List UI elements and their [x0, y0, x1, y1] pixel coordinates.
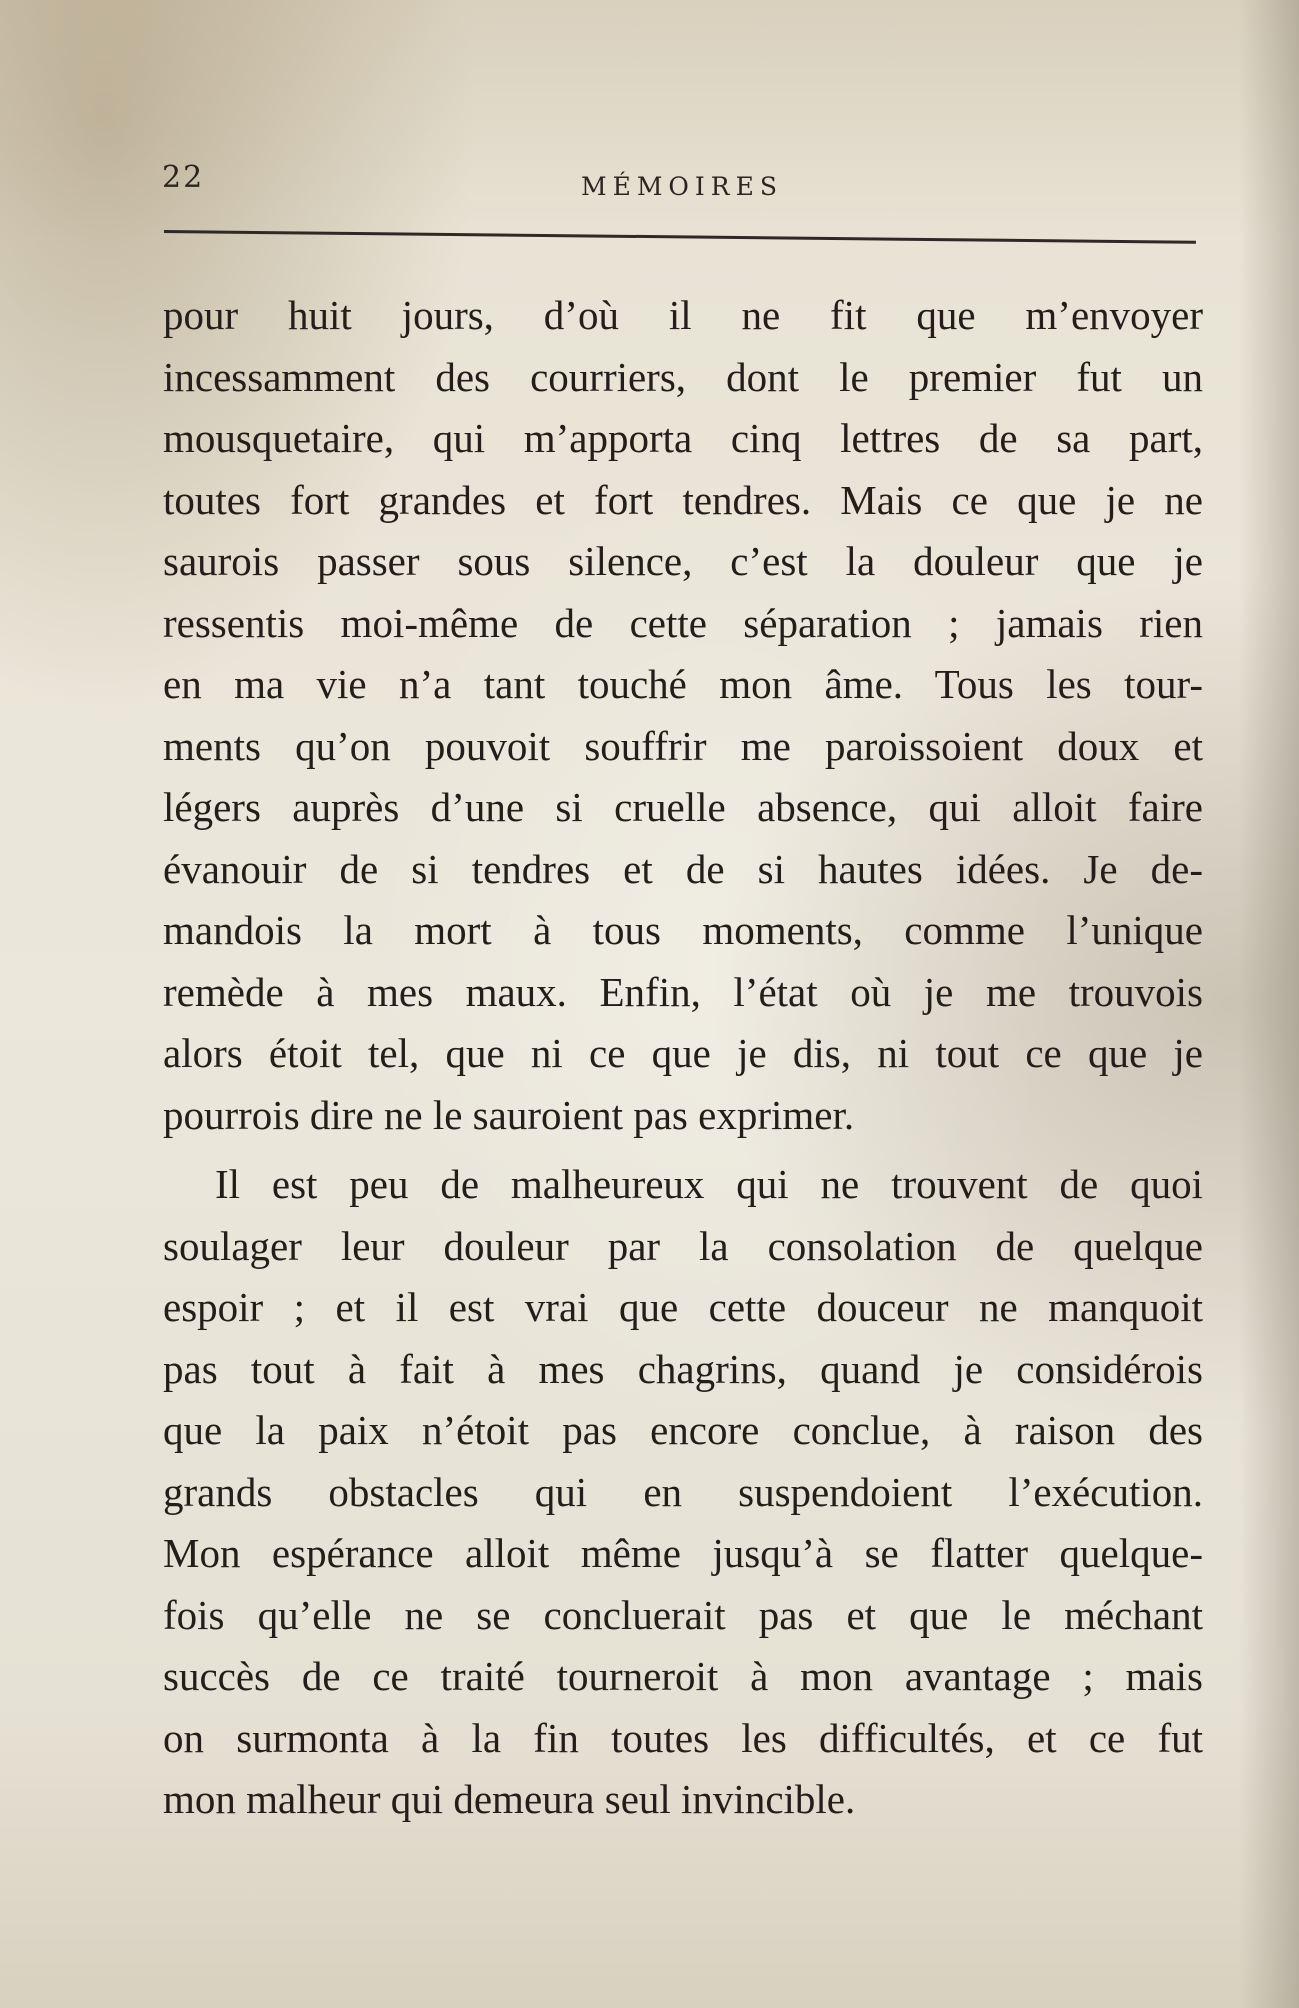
text-line: ments qu’on pouvoit souffrir me paroissoient doux et: [163, 722, 1203, 769]
text-line: succès de ce traité tourneroit à mon avantage ; mais: [163, 1653, 1203, 1699]
header-rule: [164, 230, 1196, 244]
text-line: en ma vie n’a tant touché mon âme. Tous les tour-: [163, 661, 1203, 707]
text-line: remède à mes maux. Enfin, l’état où je me trouvois: [163, 968, 1203, 1015]
text-line: évanouir de si tendres et de si hautes idées. Je de-: [163, 845, 1203, 892]
text-line: pas tout à fait à mes chagrins, quand je considérois: [163, 1345, 1203, 1392]
text-line: saurois passer sous silence, c’est la douleur que je: [163, 538, 1203, 584]
paragraph-gap: [163, 1146, 1203, 1154]
body-text: [163, 285, 1203, 1831]
text-line: incessamment des courriers, dont le premier fut un: [163, 353, 1203, 400]
text-line: que la paix n’étoit pas encore conclue, à raison des: [163, 1407, 1203, 1453]
text-line: grands obstacles qui en suspendoient l’exécution.: [163, 1468, 1203, 1515]
text-line: mon malheur qui demeura seul invincible.: [163, 1776, 856, 1822]
text-line: mousquetaire, qui m’apporta cinq lettres de sa part,: [163, 415, 1203, 461]
text-line: on surmonta à la fin toutes les difficultés, et ce fut: [163, 1714, 1203, 1761]
text-line: alors étoit tel, que ni ce que je dis, ni tout ce que je: [163, 1030, 1203, 1076]
page-edge-shadow: [1239, 0, 1299, 2008]
text-line: Mon espérance alloit même jusqu’à se flatter quelque-: [163, 1530, 1203, 1576]
text-line: fois qu’elle ne se concluerait pas et que le méchant: [163, 1591, 1203, 1638]
text-line: toutes fort grandes et fort tendres. Mais ce que je ne: [163, 476, 1203, 523]
text-line: pour huit jours, d’où il ne fit que m’envoyer: [163, 292, 1203, 338]
paragraph: [163, 285, 1203, 1146]
text-line: pourrois dire ne le sauroient pas exprimer.: [163, 1091, 855, 1138]
text-line: légers auprès d’une si cruelle absence, qui alloit faire: [163, 784, 1203, 830]
text-line: Il est peu de malheureux qui ne trouvent de quoi: [215, 1161, 1203, 1207]
page-number: 22: [162, 160, 205, 195]
paragraph: [163, 1154, 1203, 1831]
text-line: soulager leur douleur par la consolation de quelque: [163, 1222, 1203, 1269]
text-line: espoir ; et il est vrai que cette douceur ne manquoit: [163, 1284, 1203, 1330]
page-header: [162, 160, 1202, 220]
text-line: mandois la mort à tous moments, comme l’unique: [163, 907, 1203, 953]
running-head: MÉMOIRES: [580, 172, 784, 201]
text-line: ressentis moi-même de cette séparation ; jamais rien: [163, 599, 1203, 646]
